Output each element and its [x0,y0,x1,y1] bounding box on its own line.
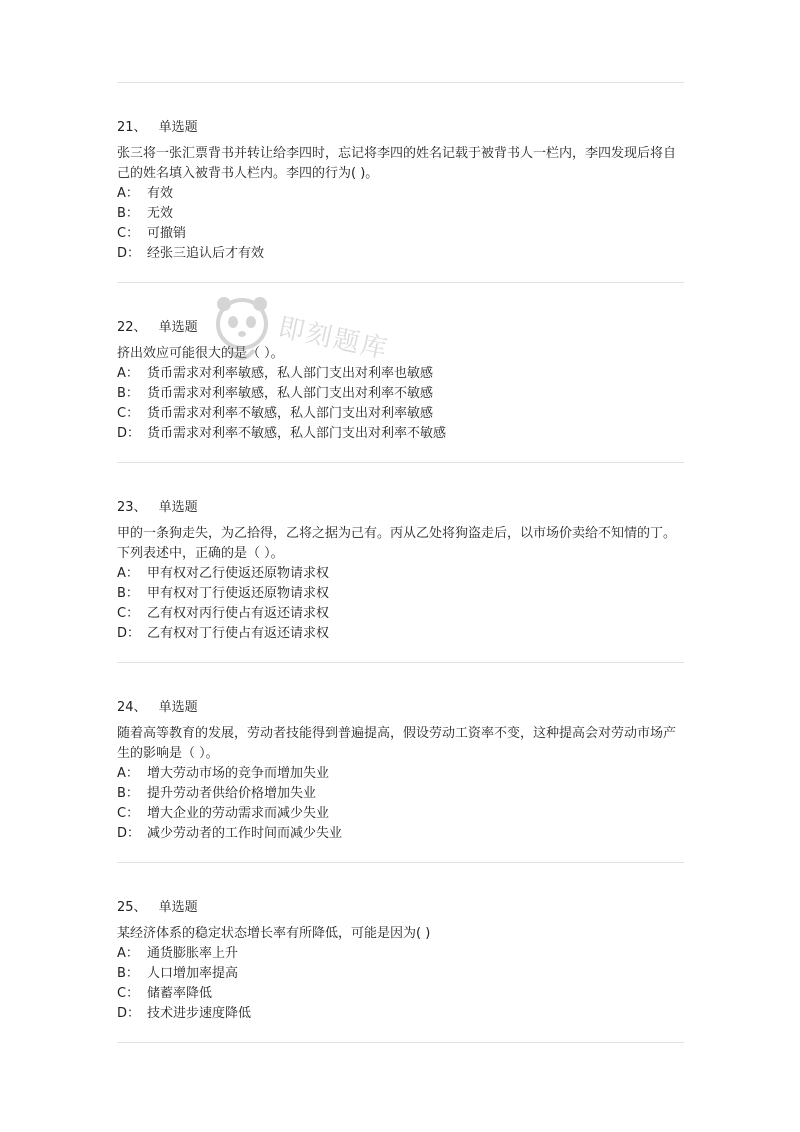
option-letter: B： [117,966,139,981]
option-text: 增大企业的劳动需求而减少失业 [147,806,330,821]
question-header [117,498,687,518]
option-text: 有效 [147,186,174,201]
option-text: 可撤销 [147,226,187,241]
question-23 [117,498,687,644]
option-text: 人口增加率提高 [147,966,239,981]
option-text: 货币需求对利率敏感，私人部门支出对利率不敏感 [147,386,434,401]
number-separator: 、 [133,500,147,515]
option-letter: B： [117,586,139,601]
question-25 [117,898,687,1024]
option-letter: D： [117,246,141,261]
option-b[interactable] [117,384,687,404]
question-stem: 某经济体系的稳定状态增长率有所降低，可能是因为( ) [117,926,431,941]
question-type: 单选题 [158,500,198,515]
question-number: 21 [117,120,134,135]
question-header [117,318,687,338]
option-b[interactable] [117,584,687,604]
option-d[interactable] [117,424,687,444]
number-separator: 、 [133,900,147,915]
option-text: 乙有权对丙行使占有返还请求权 [147,606,330,621]
option-letter: D： [117,1006,141,1021]
option-text: 提升劳动者供给价格增加失业 [147,786,317,801]
question-21 [117,118,687,264]
option-text: 减少劳动者的工作时间而减少失业 [147,826,343,841]
number-separator: 、 [133,320,147,335]
question-number: 25 [117,900,134,915]
question-stem: 甲的一条狗走失，为乙拾得，乙将之据为己有。丙从乙处将狗盗走后，以市场价卖给不知情的丁。下列表述中，正确的是（ ）。 [117,526,677,561]
option-c[interactable] [117,984,687,1004]
option-letter: A： [117,946,139,961]
option-letter: A： [117,186,139,201]
question-number: 22 [117,320,134,335]
option-d[interactable] [117,244,687,264]
watermark-text: 即刻题库 [275,312,392,366]
option-letter: D： [117,626,141,641]
option-text: 货币需求对利率不敏感，私人部门支出对利率敏感 [147,406,434,421]
option-a[interactable] [117,944,687,964]
option-letter: C： [117,806,140,821]
question-stem: 挤出效应可能很大的是（ ）。 [117,346,284,361]
option-a[interactable] [117,564,687,584]
option-letter: C： [117,986,140,1001]
option-a[interactable] [117,764,687,784]
question-header [117,118,687,138]
question-type: 单选题 [158,900,198,915]
question-number: 23 [117,500,134,515]
option-letter: B： [117,206,139,221]
option-c[interactable] [117,604,687,624]
option-b[interactable] [117,204,687,224]
question-22 [117,318,687,444]
option-text: 通货膨胀率上升 [147,946,239,961]
question-type: 单选题 [158,700,198,715]
question-header [117,698,687,718]
option-letter: A： [117,366,139,381]
option-letter: B： [117,386,139,401]
option-d[interactable] [117,624,687,644]
option-letter: C： [117,406,140,421]
option-letter: A： [117,566,139,581]
question-stem: 随着高等教育的发展，劳动者技能得到普遍提高，假设劳动工资率不变，这种提高会对劳动市场产生的影响是（ ）。 [117,726,677,761]
divider [117,282,684,283]
option-b[interactable] [117,784,687,804]
option-text: 货币需求对利率敏感，私人部门支出对利率也敏感 [147,366,434,381]
option-text: 技术进步速度降低 [147,1006,252,1021]
option-a[interactable] [117,364,687,384]
option-a[interactable] [117,184,687,204]
option-letter: B： [117,786,139,801]
question-stem: 张三将一张汇票背书并转让给李四时，忘记将李四的姓名记载于被背书人一栏内，李四发现后将自己的姓名填入被背书人栏内。李四的行为( )。 [117,146,677,181]
divider [117,862,684,863]
divider [117,1042,684,1043]
option-text: 乙有权对丁行使占有返还请求权 [147,626,330,641]
option-letter: C： [117,606,140,621]
option-b[interactable] [117,964,687,984]
divider [117,82,684,83]
option-text: 甲有权对乙行使返还原物请求权 [147,566,330,581]
option-text: 增大劳动市场的竞争而增加失业 [147,766,330,781]
option-text: 甲有权对丁行使返还原物请求权 [147,586,330,601]
question-type: 单选题 [158,120,198,135]
option-letter: C： [117,226,140,241]
option-text: 无效 [147,206,174,221]
option-letter: D： [117,426,141,441]
option-d[interactable] [117,1004,687,1024]
option-letter: D： [117,826,141,841]
number-separator: 、 [133,120,147,135]
question-24 [117,698,687,844]
number-separator: 、 [133,700,147,715]
divider [117,462,684,463]
option-text: 储蓄率降低 [147,986,213,1001]
option-letter: A： [117,766,139,781]
option-d[interactable] [117,824,687,844]
option-text: 货币需求对利率不敏感，私人部门支出对利率不敏感 [147,426,447,441]
option-c[interactable] [117,224,687,244]
question-type: 单选题 [158,320,198,335]
divider [117,662,684,663]
option-text: 经张三追认后才有效 [147,246,265,261]
question-header [117,898,687,918]
option-c[interactable] [117,804,687,824]
question-number: 24 [117,700,134,715]
option-c[interactable] [117,404,687,424]
